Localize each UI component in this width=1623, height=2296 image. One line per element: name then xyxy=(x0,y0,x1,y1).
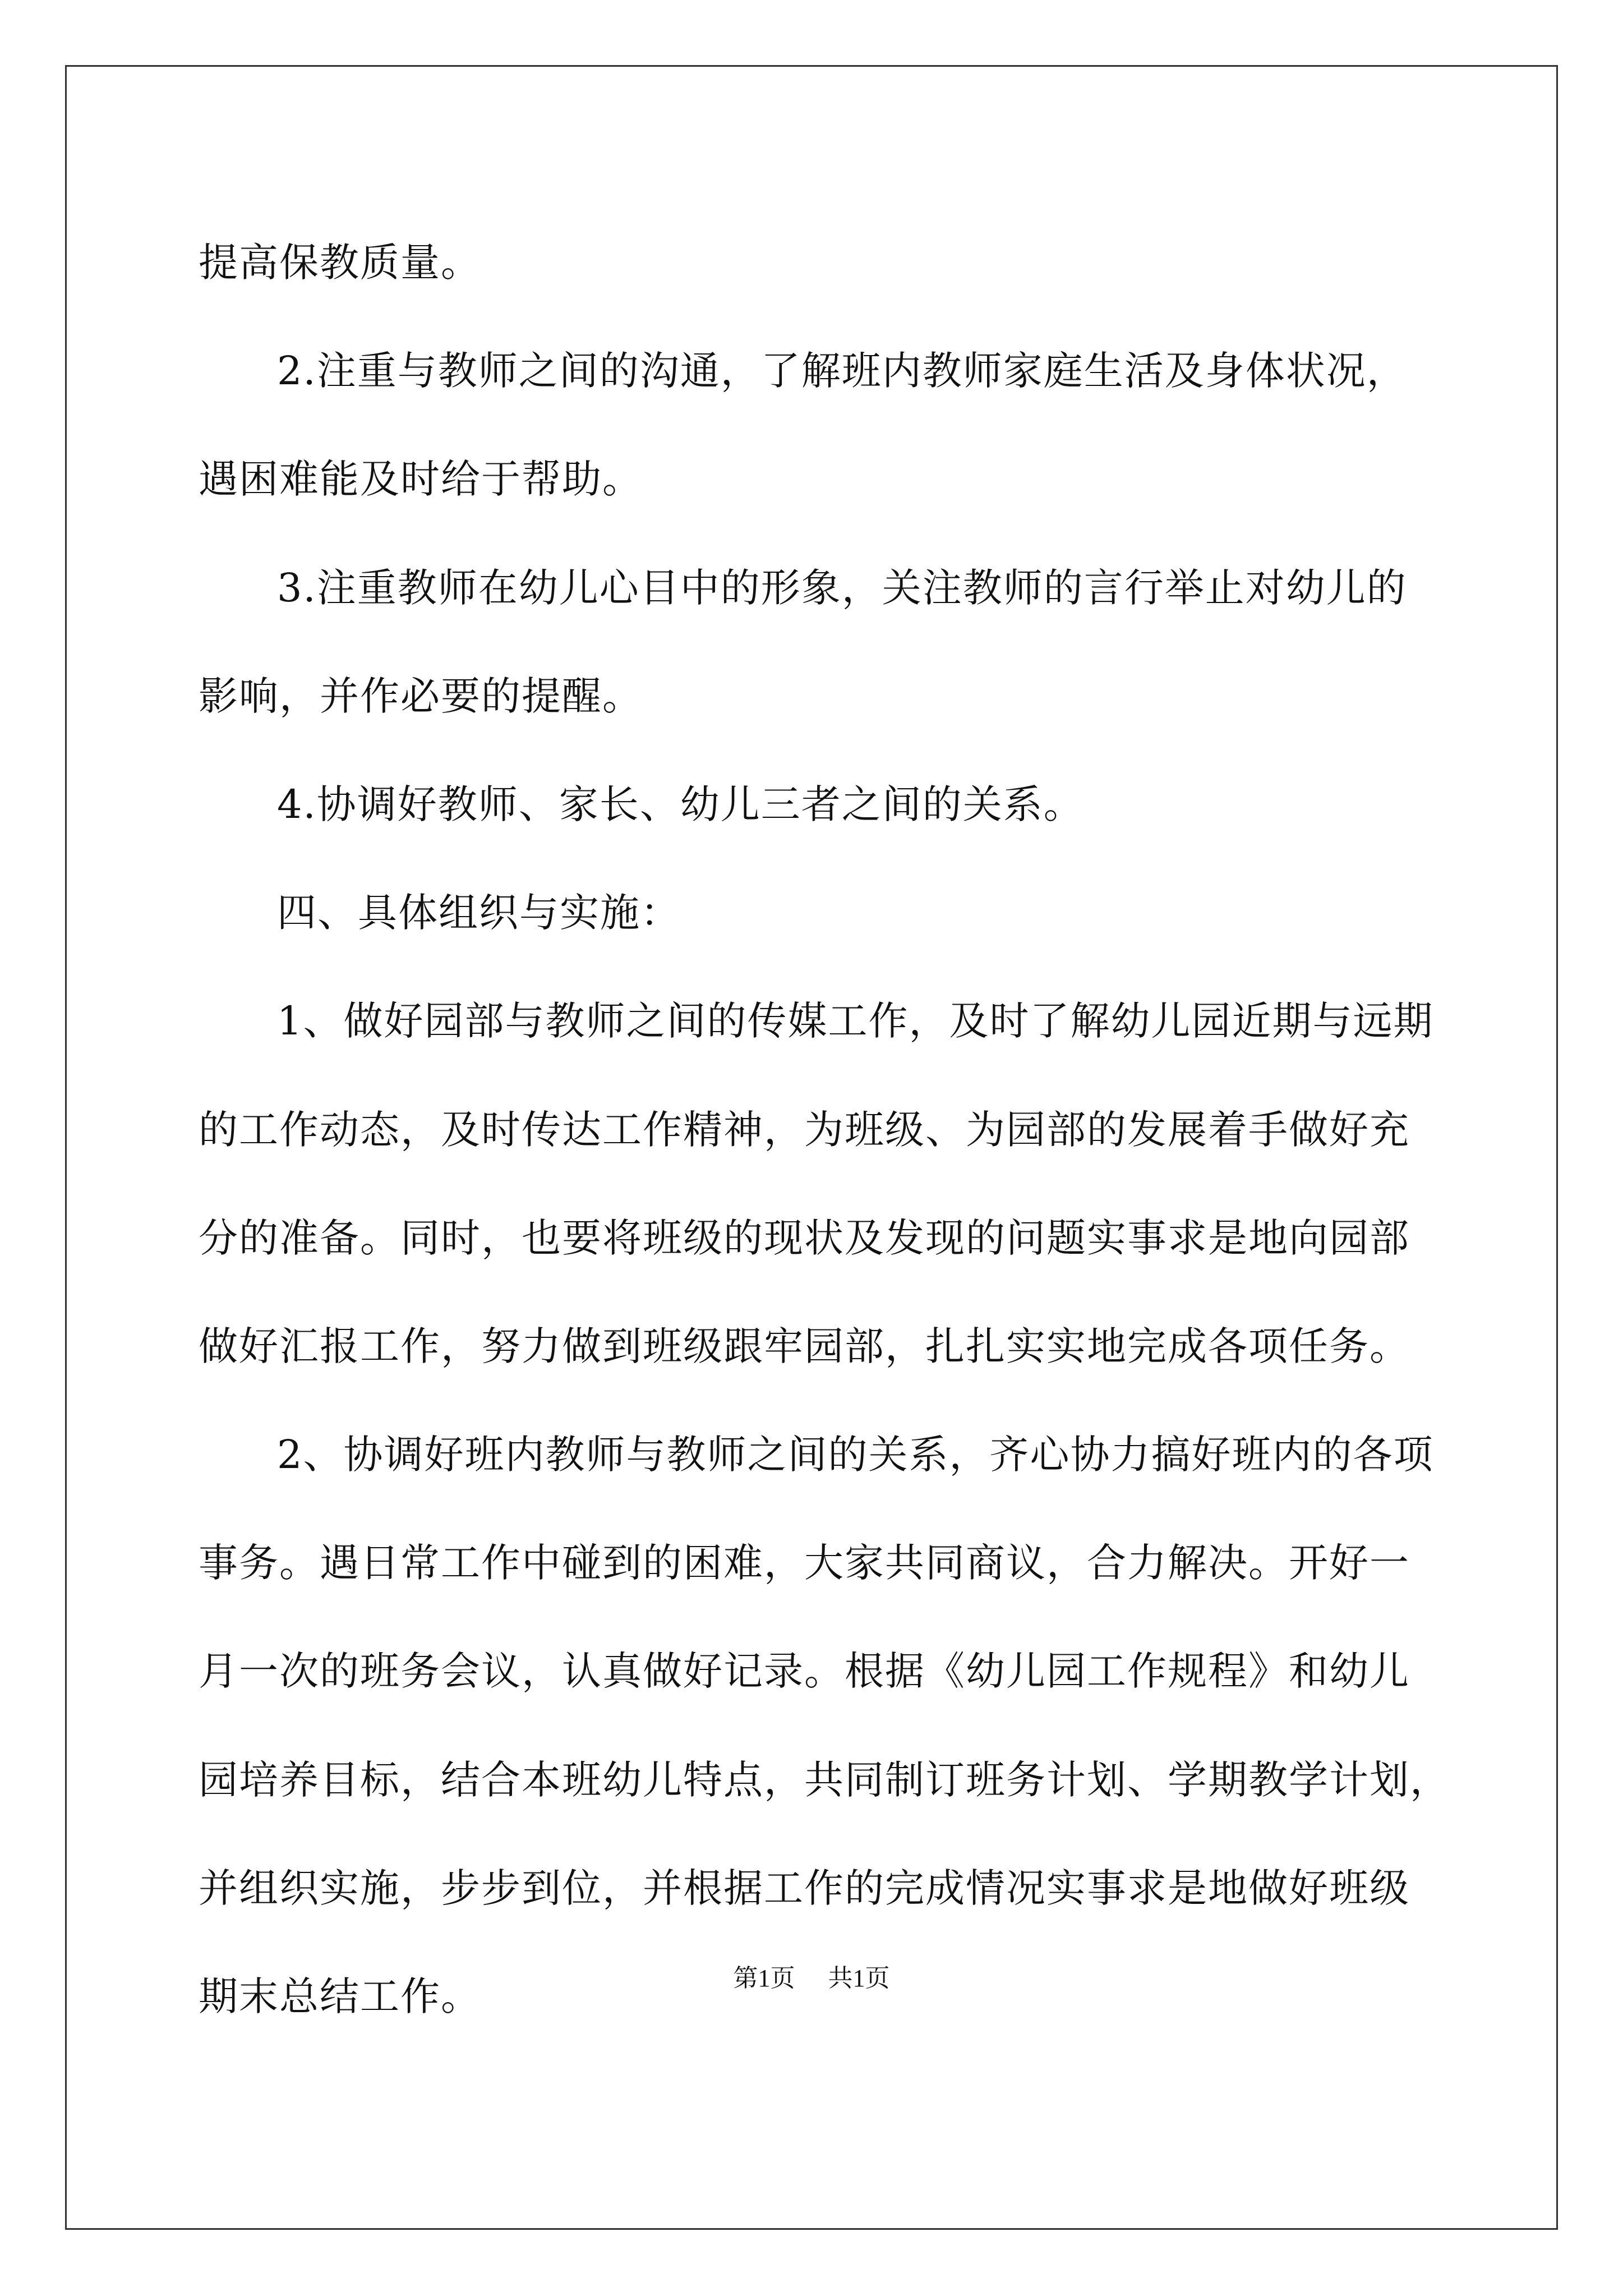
text-line: 四、具体组织与实施： xyxy=(277,890,681,936)
text-line: 4.协调好教师、家长、幼儿三者之间的关系。 xyxy=(277,781,1084,827)
text-line: 事务。遇日常工作中碰到的困难，大家共同商议，合力解决。开好一 xyxy=(199,1540,1410,1586)
text-line: 的工作动态，及时传达工作精神，为班级、为园部的发展着手做好充 xyxy=(199,1106,1410,1153)
text-line: 并组织实施，步步到位，并根据工作的完成情况实事求是地做好班级 xyxy=(199,1865,1410,1911)
text-line: 做好汇报工作，努力做到班级跟牢园部，扎扎实实地完成各项任务。 xyxy=(199,1323,1410,1369)
text-line: 遇困难能及时给于帮助。 xyxy=(199,456,643,503)
text-line: 3.注重教师在幼儿心目中的形象，关注教师的言行举止对幼儿的 xyxy=(277,564,1407,611)
text-line: 月一次的班务会议，认真做好记录。根据《幼儿园工作规程》和幼儿 xyxy=(199,1648,1410,1695)
page-footer xyxy=(0,1962,1623,1995)
text-line: 期末总结工作。 xyxy=(199,1973,481,2019)
text-line: 影响，并作必要的提醒。 xyxy=(199,673,643,719)
text-line: 1、做好园部与教师之间的传媒工作，及时了解幼儿园近期与远期 xyxy=(277,998,1434,1045)
text-line: 2、协调好班内教师与教师之间的关系，齐心协力搞好班内的各项 xyxy=(277,1432,1434,1478)
document-body xyxy=(199,209,1450,2051)
page-number-current: 第1页 xyxy=(733,1964,795,1992)
text-line: 分的准备。同时，也要将班级的现状及发现的问题实事求是地向园部 xyxy=(199,1214,1410,1261)
text-line: 园培养目标，结合本班幼儿特点，共同制订班务计划、学期教学计划， xyxy=(199,1756,1450,1803)
page-number-total: 共1页 xyxy=(828,1964,890,1992)
text-line: 2.注重与教师之间的沟通，了解班内教师家庭生活及身体状况， xyxy=(277,348,1407,394)
text-line: 提高保教质量。 xyxy=(199,240,481,286)
